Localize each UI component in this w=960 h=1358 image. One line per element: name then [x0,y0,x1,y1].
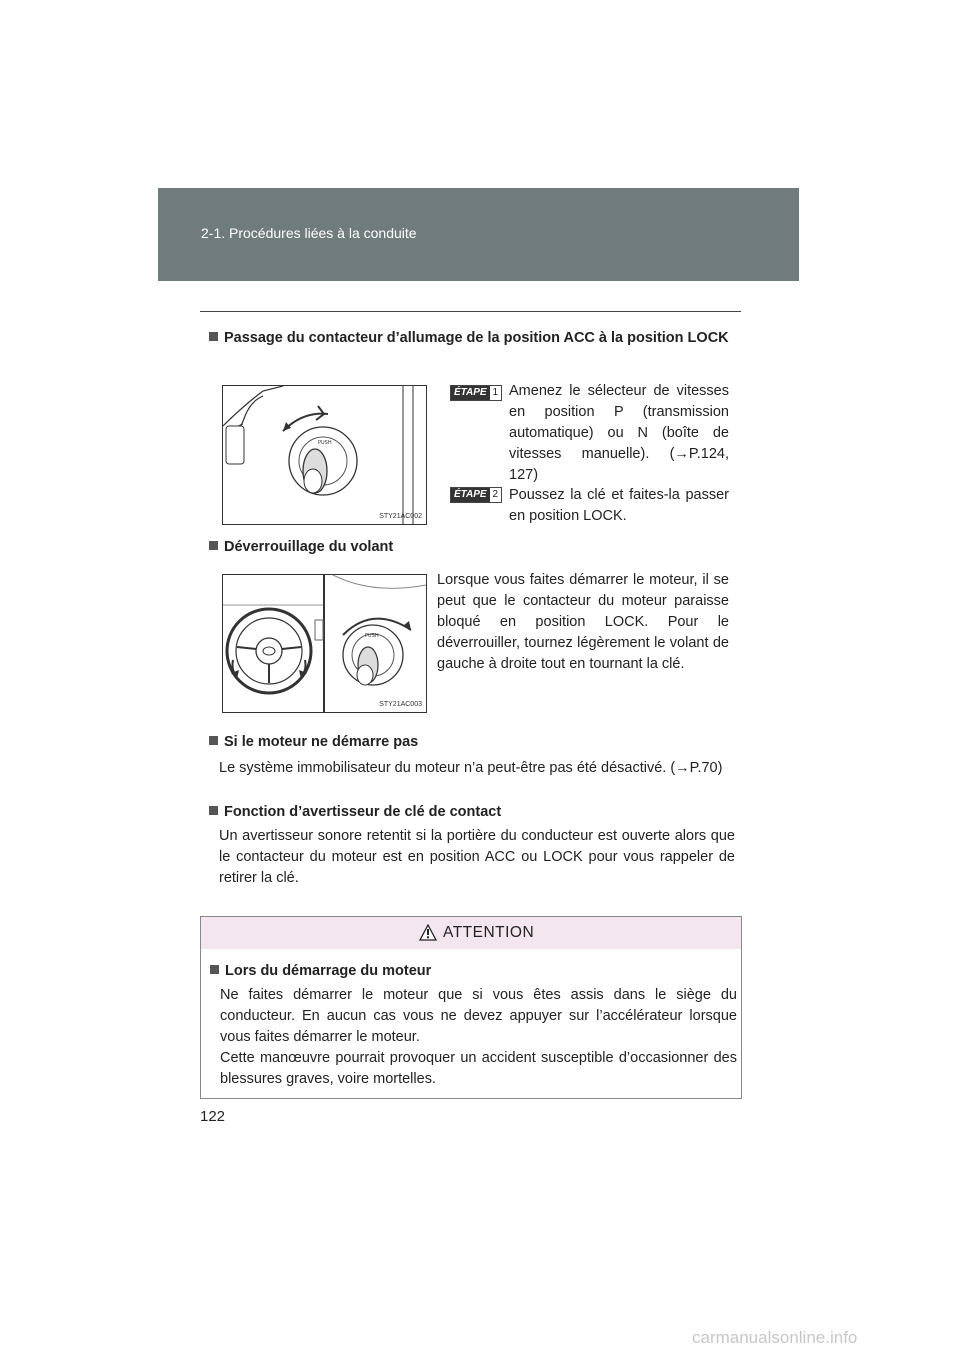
figure-steering-unlock [222,574,427,713]
square-bullet-icon [209,806,218,815]
square-bullet-icon [209,541,218,550]
section-heading-unlock: Déverrouillage du volant [209,537,393,558]
key-reminder-text: Un avertisseur sonore retentit si la portière du conducteur est ouverte alors que le contacteur du moteur est en position ACC ou LOCK pour vous rappeler de retirer la clé. [219,828,735,886]
warning-heading: Lors du démarrage du moteur [210,961,431,982]
header-rule [200,311,741,312]
unlock-text: Lorsque vous faites démarrer le moteur, il se peut que le contacteur du moteur paraisse bloqué en position LOCK. Pour le déverrouiller, tournez légèrement le volant de gauche à droite tout en tournant la clé. [437,572,729,672]
square-bullet-icon [209,736,218,745]
step-1-text: Amenez le sélecteur de vitesses en position P (transmission automatique) ou N (boîte de vitesses manuelle). (→P.124, 127) [509,383,729,483]
section-heading-no-start: Si le moteur ne démarre pas [209,732,418,753]
warning-title: ATTENTION [443,924,535,941]
watermark: carmanualsonline.info [692,1328,858,1347]
step-badge-1: ÉTAPE 1 [450,385,502,401]
section-heading-acc-lock: Passage du contacteur d’allumage de la position ACC à la position LOCK [209,328,734,349]
figure-ignition-key [222,385,427,525]
svg-text:PUSH: PUSH [318,440,332,446]
steering-wheel-illustration [223,575,426,712]
warning-triangle-icon [419,924,437,941]
section-heading-key-reminder: Fonction d’avertisseur de clé de contact [209,802,501,823]
no-start-text: Le système immobilisateur du moteur n’a peut-être pas été désactivé. (→P.70) [219,760,723,776]
page-number: 122 [200,1108,226,1125]
step-badge-2: ÉTAPE 2 [450,487,502,503]
step-2-text: Poussez la clé et faites-la passer en position LOCK. [509,487,729,524]
square-bullet-icon [209,332,218,341]
chapter-title: 2-1. Procédures liées à la conduite [201,225,417,241]
warning-header [201,917,741,949]
warning-box [200,916,742,1099]
figure-code: STY21AC003 [379,701,422,708]
svg-text:PUSH: PUSH [365,633,379,639]
figure-code: STY21AC002 [379,513,422,520]
warning-paragraph-2: Cette manœuvre pourrait provoquer un accident susceptible d’occasionner des blessures graves, voire mortelles. [220,1050,737,1087]
warning-paragraph-1: Ne faites démarrer le moteur que si vous êtes assis dans le siège du conducteur. En aucun cas vous ne devez appuyer sur l’accélérateur lorsque vous faites démarrer le moteur. [220,987,737,1045]
ignition-key-illustration [223,386,426,524]
square-bullet-icon [210,965,219,974]
